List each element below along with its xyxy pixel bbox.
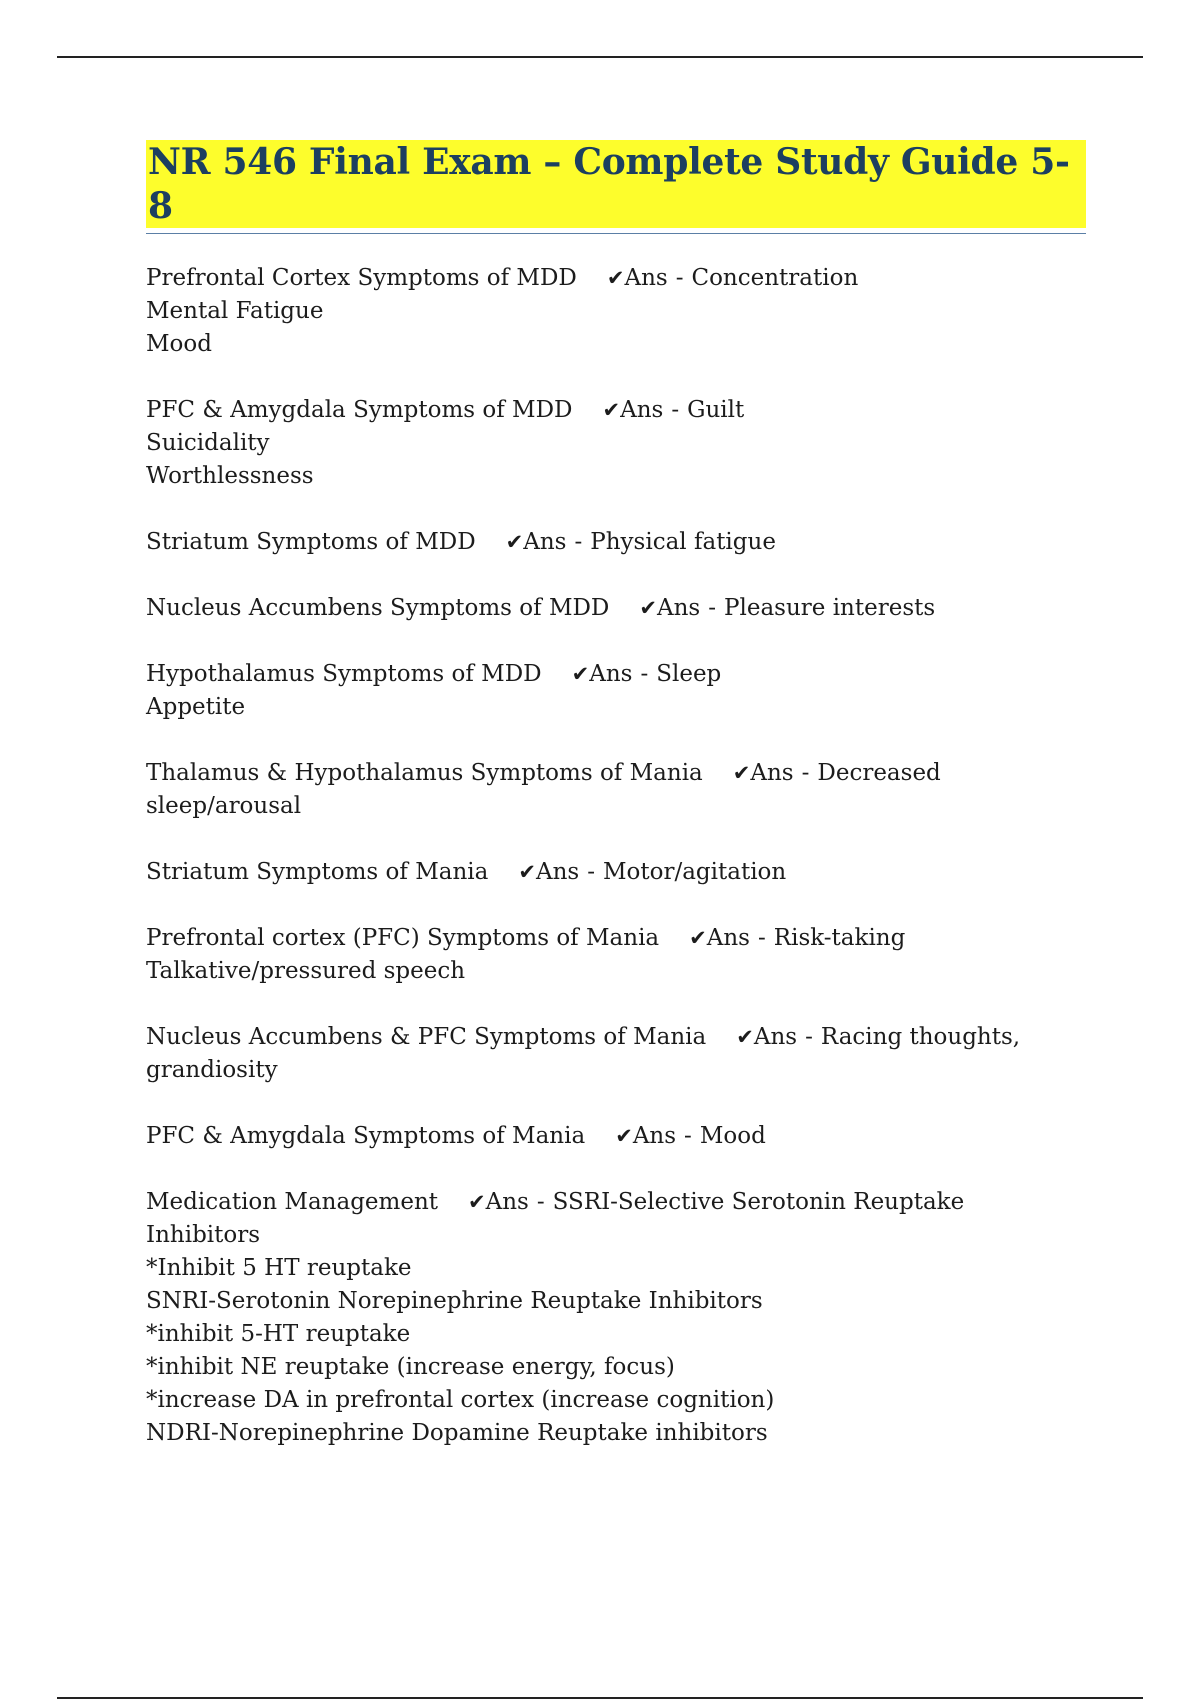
qa-item (146, 262, 1086, 361)
ans-dash: - (536, 1189, 545, 1215)
checkmark-icon: ✔ (571, 662, 590, 686)
answer-text: Pleasure interests (724, 595, 936, 621)
answer-line: *Inhibit 5 HT reuptake (146, 1255, 412, 1281)
answer-line: grandiosity (146, 1057, 278, 1083)
question-text: Hypothalamus Symptoms of MDD (146, 661, 542, 687)
qa-first-line (146, 1120, 1086, 1153)
question-text: Nucleus Accumbens Symptoms of MDD (146, 595, 610, 621)
checkmark-icon: ✔ (615, 1124, 633, 1148)
qa-first-line (146, 658, 1086, 691)
qa-first-line (146, 1186, 1086, 1219)
qa-first-line (146, 394, 1086, 427)
checkmark-icon: ✔ (736, 1025, 754, 1049)
ans-label: Ans (656, 595, 701, 621)
answer-text: Motor/agitation (602, 859, 787, 885)
qa-item (146, 1186, 1086, 1450)
qa-item (146, 856, 1086, 889)
ans-label: Ans (589, 661, 633, 687)
qa-first-line (146, 856, 1086, 889)
answer-line: Inhibitors (146, 1222, 261, 1248)
ans-dash: - (587, 859, 595, 885)
answer-line: NDRI-Norepinephrine Dopamine Reuptake inhibitors (146, 1420, 768, 1446)
answer-line: Worthlessness (146, 463, 314, 489)
checkmark-icon: ✔ (602, 398, 621, 422)
qa-first-line (146, 526, 1086, 559)
ans-dash: - (671, 397, 680, 423)
checkmark-icon: ✔ (468, 1190, 486, 1214)
title-block (146, 140, 1086, 234)
qa-first-line (146, 262, 1086, 295)
answer-text: Risk-taking (773, 925, 906, 951)
ans-dash: - (574, 529, 583, 555)
answer-line: *inhibit 5-HT reuptake (146, 1321, 411, 1347)
ans-label: Ans (632, 1123, 677, 1149)
answer-line: SNRI-Serotonin Norepinephrine Reuptake Inhibitors (146, 1288, 763, 1314)
ans-dash: - (708, 595, 716, 621)
qa-item (146, 394, 1086, 493)
checkmark-icon: ✔ (505, 530, 524, 554)
ans-label: Ans (485, 1189, 529, 1215)
ans-label: Ans (706, 925, 750, 951)
answer-line: Talkative/pressured speech (146, 958, 466, 984)
answer-text: Concentration (691, 265, 859, 291)
ans-label: Ans (535, 859, 580, 885)
answer-line: *inhibit NE reuptake (increase energy, focus) (146, 1354, 675, 1380)
checkmark-icon: ✔ (732, 761, 751, 785)
answer-text: SSRI-Selective Serotonin Reuptake (552, 1189, 965, 1215)
qa-first-line (146, 592, 1086, 625)
ans-label: Ans (523, 529, 567, 555)
answer-line: Appetite (146, 694, 246, 720)
question-text: Striatum Symptoms of Mania (146, 859, 489, 885)
answer-text: Decreased (817, 760, 941, 786)
ans-dash: - (684, 1123, 692, 1149)
checkmark-icon: ✔ (606, 266, 625, 290)
ans-label: Ans (620, 397, 664, 423)
question-text: Striatum Symptoms of MDD (146, 529, 476, 555)
checkmark-icon: ✔ (639, 596, 657, 620)
answer-text: Guilt (687, 397, 745, 423)
document-title: NR 546 Final Exam – Complete Study Guide 5-8 (146, 140, 1086, 228)
ans-label: Ans (750, 760, 794, 786)
answer-text: Mood (699, 1123, 766, 1149)
answer-line: sleep/arousal (146, 793, 302, 819)
document-body (146, 140, 1086, 1483)
bottom-rule (57, 1697, 1143, 1699)
question-text: Prefrontal cortex (PFC) Symptoms of Mania (146, 925, 660, 951)
qa-item (146, 922, 1086, 988)
answer-line: *increase DA in prefrontal cortex (increase cognition) (146, 1387, 775, 1413)
ans-label: Ans (624, 265, 668, 291)
qa-first-line (146, 1021, 1086, 1054)
answer-text: Physical fatigue (590, 529, 776, 555)
question-text: PFC & Amygdala Symptoms of Mania (146, 1123, 586, 1149)
top-rule (57, 56, 1143, 58)
question-text: Prefrontal Cortex Symptoms of MDD (146, 265, 577, 291)
checkmark-icon: ✔ (689, 926, 707, 950)
qa-item (146, 658, 1086, 724)
qa-item (146, 1021, 1086, 1087)
answer-line: Suicidality (146, 430, 270, 456)
ans-label: Ans (753, 1024, 798, 1050)
answer-text: Sleep (656, 661, 722, 687)
ans-dash: - (757, 925, 766, 951)
qa-item (146, 592, 1086, 625)
ans-dash: - (801, 760, 810, 786)
question-text: Nucleus Accumbens & PFC Symptoms of Mania (146, 1024, 707, 1050)
question-text: PFC & Amygdala Symptoms of MDD (146, 397, 573, 423)
qa-first-line (146, 922, 1086, 955)
answer-line: Mental Fatigue (146, 298, 324, 324)
qa-list (146, 262, 1086, 1450)
qa-item (146, 757, 1086, 823)
ans-dash: - (675, 265, 684, 291)
answer-line: Mood (146, 331, 212, 357)
checkmark-icon: ✔ (518, 860, 536, 884)
ans-dash: - (805, 1024, 813, 1050)
qa-item (146, 1120, 1086, 1153)
qa-item (146, 526, 1086, 559)
ans-dash: - (640, 661, 649, 687)
question-text: Thalamus & Hypothalamus Symptoms of Mania (146, 760, 703, 786)
qa-first-line (146, 757, 1086, 790)
answer-text: Racing thoughts, (820, 1024, 1021, 1050)
question-text: Medication Management (146, 1189, 439, 1215)
